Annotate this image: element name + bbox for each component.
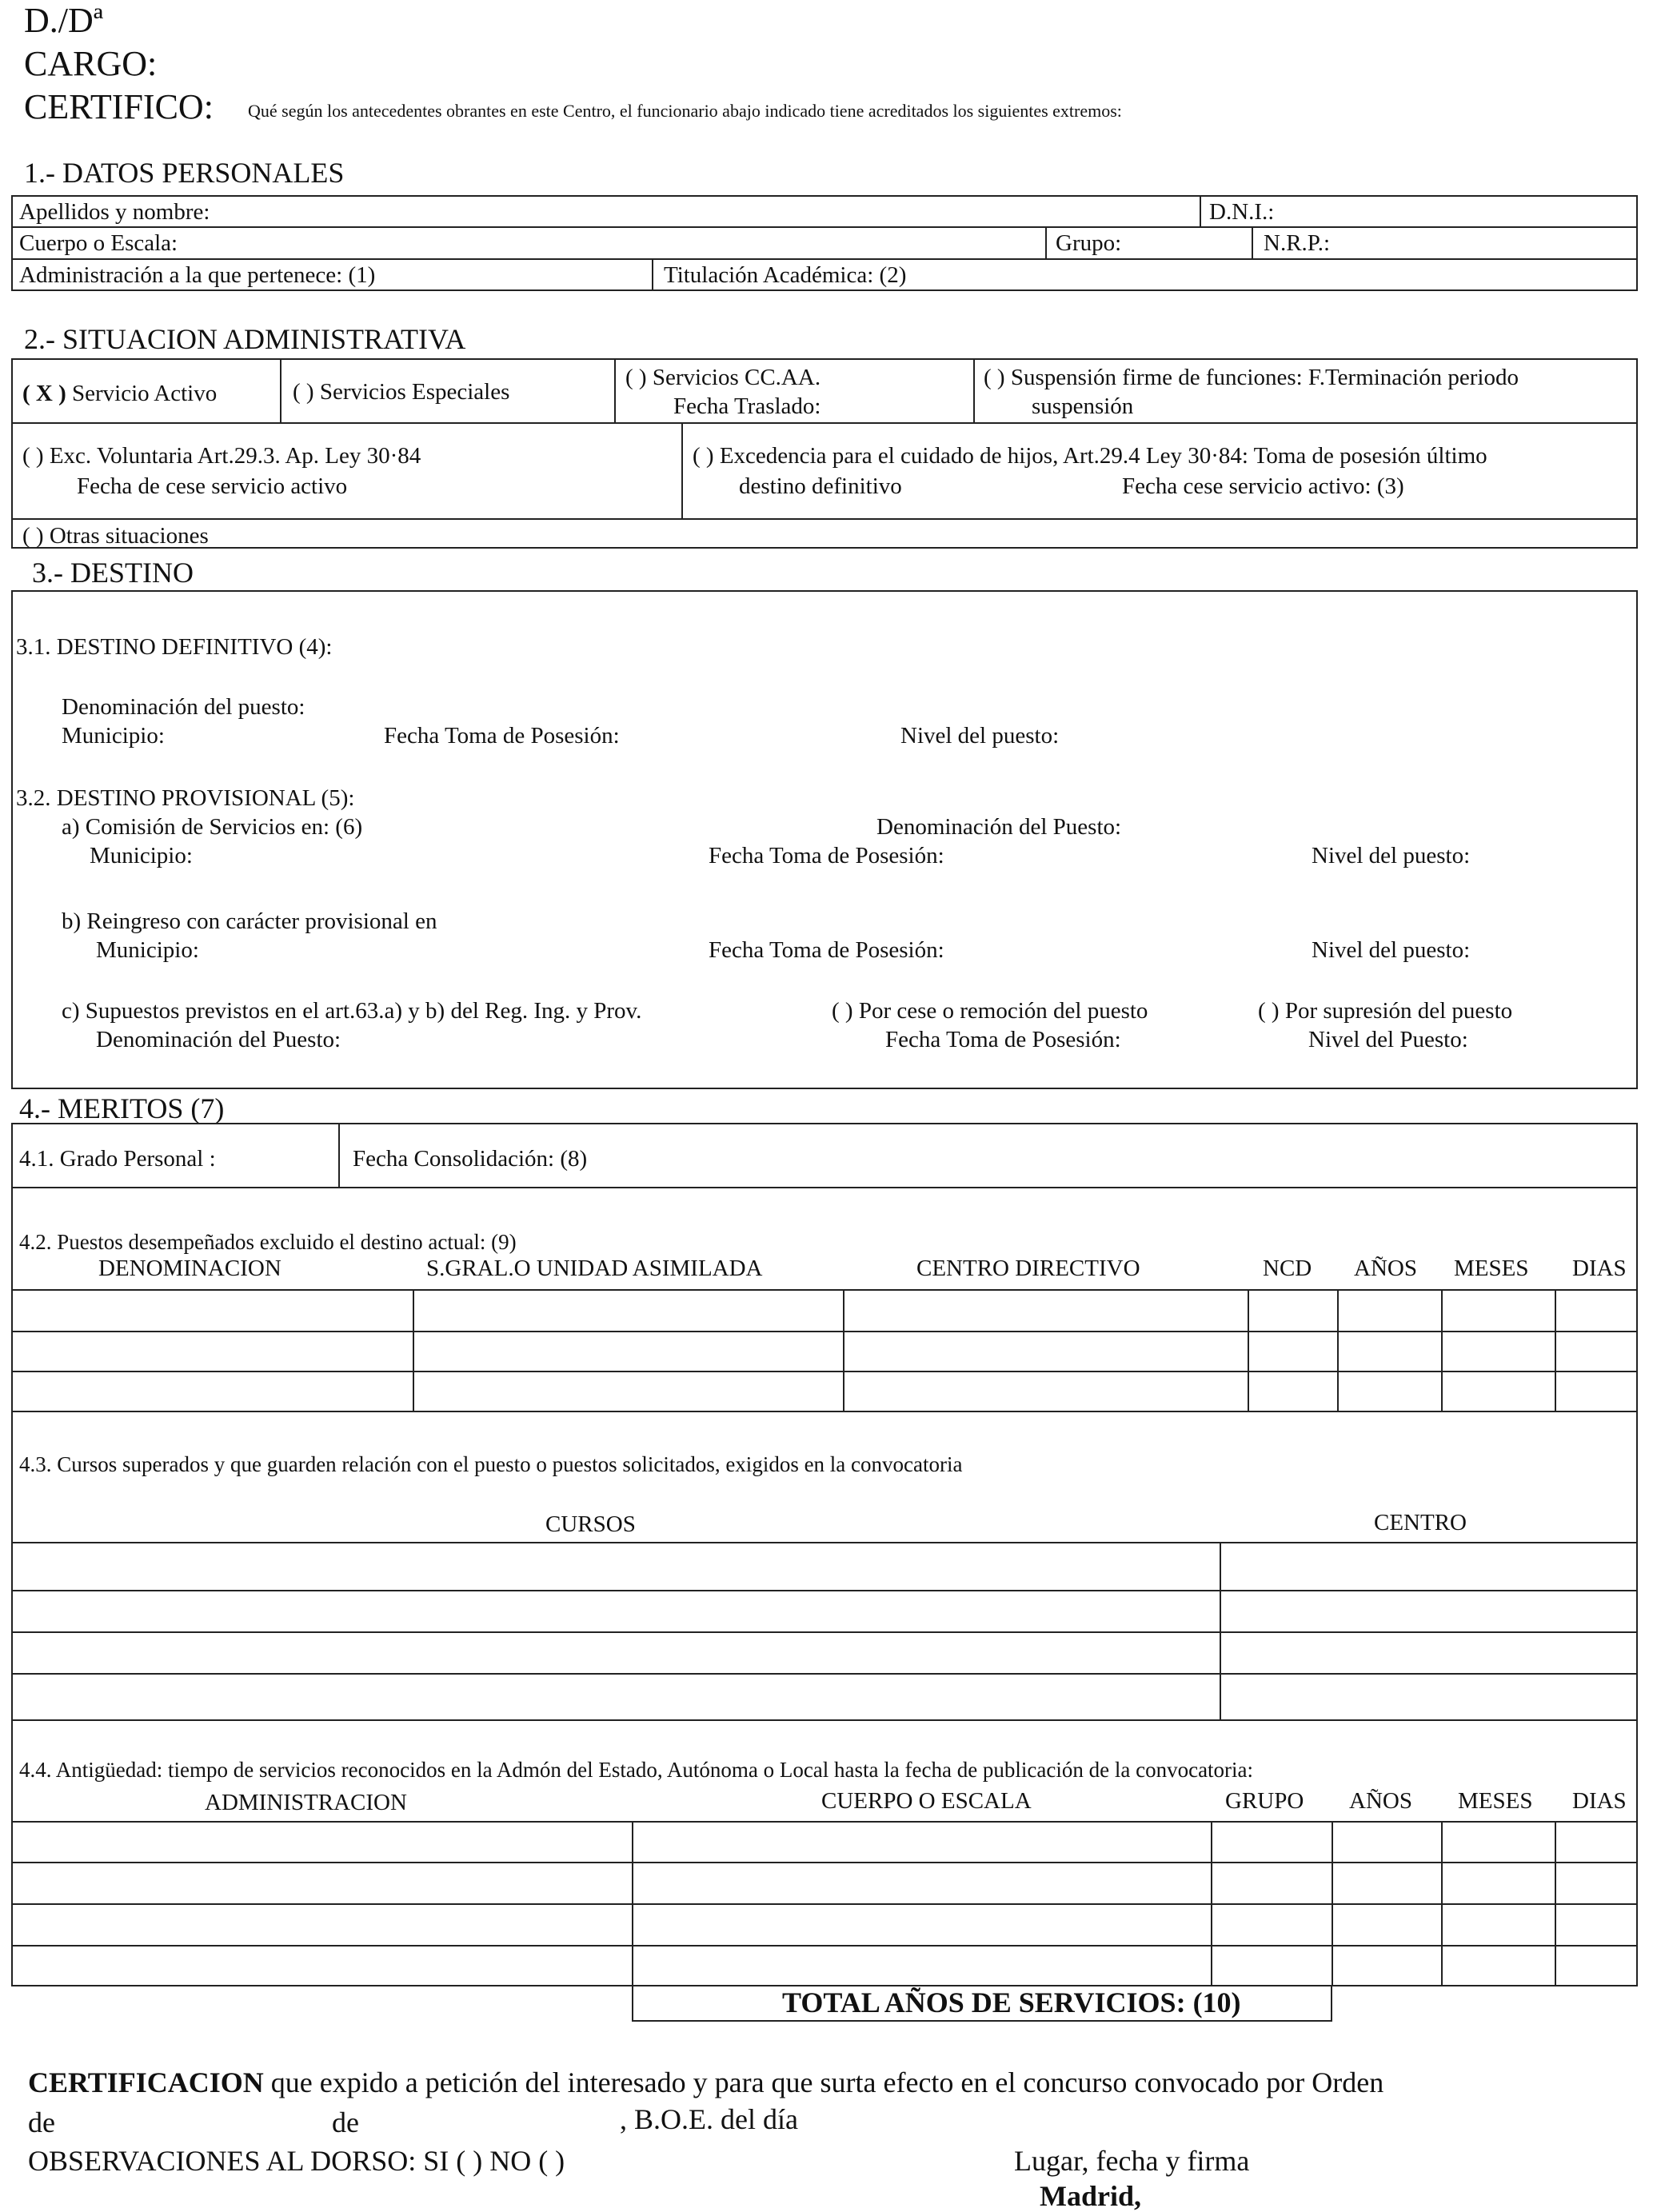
destino-definitivo-label: destino definitivo	[739, 473, 902, 499]
titulacion-field[interactable]: Titulación Académica: (2)	[664, 262, 907, 288]
section-3-title: 3.- DESTINO	[32, 557, 194, 589]
grupo-field[interactable]: Grupo:	[1056, 230, 1122, 256]
observaciones-field[interactable]: OBSERVACIONES AL DORSO: SI ( ) NO ( )	[28, 2145, 565, 2177]
puestos-title: 4.2. Puestos desempeñados excluido el destino actual: (9)	[19, 1230, 517, 1254]
certifico-text: Qué según los antecedentes obrantes en este Centro, el funcionario abajo indicado tiene acreditados los siguientes extremos:	[248, 101, 1122, 121]
servicios-especiales-option[interactable]: ( ) Servicios Especiales	[293, 379, 510, 405]
certificacion-text	[28, 2068, 1383, 2097]
dni-field[interactable]: D.N.I.:	[1209, 199, 1275, 225]
a-nivel-field[interactable]: Nivel del puesto:	[1312, 843, 1471, 868]
b-nivel-field[interactable]: Nivel del puesto:	[1312, 937, 1471, 963]
destino-provisional-title: 3.2. DESTINO PROVISIONAL (5):	[16, 785, 355, 811]
puestos-header-denominacion: DENOMINACION	[98, 1256, 281, 1281]
antig-header-grupo: GRUPO	[1225, 1788, 1304, 1814]
servicios-ccaa-option[interactable]: ( ) Servicios CC.AA.	[625, 365, 821, 390]
antiguedad-title: 4.4. Antigüedad: tiempo de servicios reconocidos en la Admón del Estado, Autónoma o Local hasta la fecha de publicación de la convocatoria:	[19, 1758, 1254, 1782]
b-municipio-field[interactable]: Municipio:	[96, 937, 199, 963]
puestos-header-unidad: S.GRAL.O UNIDAD ASIMILADA	[426, 1256, 763, 1281]
cursos-header-cursos: CURSOS	[545, 1511, 636, 1537]
de-label-1: de	[28, 2106, 55, 2138]
a-municipio-field[interactable]: Municipio:	[90, 843, 193, 868]
de-label-2: de	[332, 2106, 359, 2138]
a-fecha-field[interactable]: Fecha Toma de Posesión:	[709, 843, 944, 868]
section-1-title: 1.- DATOS PERSONALES	[24, 157, 345, 189]
puestos-header-anos: AÑOS	[1354, 1256, 1417, 1281]
def-nivel-field[interactable]: Nivel del puesto:	[900, 723, 1060, 749]
dd-label: D./Dª	[24, 1, 103, 40]
lugar-fecha-firma: Lugar, fecha y firma	[1014, 2145, 1250, 2177]
certificacion-bold: CERTIFICACION	[28, 2066, 264, 2098]
cargo-label: CARGO:	[24, 44, 158, 83]
fecha-traslado-label: Fecha Traslado:	[673, 393, 821, 419]
boe-label: , B.O.E. del día	[620, 2103, 798, 2135]
def-municipio-field[interactable]: Municipio:	[62, 723, 165, 749]
fecha-cese-activo-label: Fecha cese servicio activo: (3)	[1122, 473, 1404, 499]
c-denominacion-field[interactable]: Denominación del Puesto:	[96, 1027, 341, 1052]
nrp-field[interactable]: N.R.P.:	[1264, 230, 1331, 256]
supuestos-label: c) Supuestos previstos en el art.63.a) y b) del Reg. Ing. y Prov.	[62, 998, 642, 1024]
total-servicios-label: TOTAL AÑOS DE SERVICIOS: (10)	[782, 1986, 1241, 2018]
por-supresion-option[interactable]: ( ) Por supresión del puesto	[1258, 998, 1513, 1024]
destino-definitivo-title: 3.1. DESTINO DEFINITIVO (4):	[16, 634, 333, 660]
apellidos-field[interactable]: Apellidos y nombre:	[19, 199, 210, 225]
administracion-field[interactable]: Administración a la que pertenece: (1)	[19, 262, 376, 288]
antig-header-cuerpo: CUERPO O ESCALA	[821, 1788, 1032, 1814]
reingreso-label: b) Reingreso con carácter provisional en	[62, 908, 437, 934]
servicio-activo-label: Servicio Activo	[72, 381, 218, 406]
otras-situaciones-option[interactable]: ( ) Otras situaciones	[22, 523, 209, 549]
fecha-consolidacion-field[interactable]: Fecha Consolidación: (8)	[353, 1146, 588, 1172]
grado-personal-field[interactable]: 4.1. Grado Personal :	[19, 1146, 216, 1172]
comision-servicios-label: a) Comisión de Servicios en: (6)	[62, 814, 363, 840]
section-2-title: 2.- SITUACION ADMINISTRATIVA	[24, 323, 466, 355]
excedencia-hijos-option[interactable]: ( ) Excedencia para el cuidado de hijos, Art.29.4 Ley 30·84: Toma de posesión último	[693, 443, 1487, 469]
certificacion-rest: que expido a petición del interesado y para que surta efecto en el concurso convocado por Orden	[270, 2066, 1384, 2098]
puestos-header-centro: CENTRO DIRECTIVO	[916, 1256, 1140, 1281]
antig-header-meses: MESES	[1458, 1788, 1533, 1814]
puestos-header-dias: DIAS	[1572, 1256, 1627, 1281]
a-denominacion-field[interactable]: Denominación del Puesto:	[876, 814, 1122, 840]
suspension-option[interactable]: ( ) Suspensión firme de funciones: F.Terminación periodo	[984, 365, 1519, 390]
madrid-label: Madrid,	[1040, 2180, 1142, 2212]
cursos-header-centro: CENTRO	[1374, 1510, 1467, 1535]
puestos-header-ncd: NCD	[1263, 1256, 1312, 1281]
antig-header-dias: DIAS	[1572, 1788, 1627, 1814]
fecha-cese-label: Fecha de cese servicio activo	[77, 473, 348, 499]
puestos-header-meses: MESES	[1454, 1256, 1529, 1281]
excedencia-voluntaria-option[interactable]: ( ) Exc. Voluntaria Art.29.3. Ap. Ley 30·84	[22, 443, 421, 469]
certifico-label: CERTIFICO:	[24, 87, 214, 126]
c-nivel-field[interactable]: Nivel del Puesto:	[1308, 1027, 1468, 1052]
cuerpo-field[interactable]: Cuerpo o Escala:	[19, 230, 178, 256]
antig-header-administracion: ADMINISTRACION	[205, 1790, 407, 1815]
cursos-title: 4.3. Cursos superados y que guarden relación con el puesto o puestos solicitados, exigidos en la convocatoria	[19, 1452, 963, 1476]
b-fecha-field[interactable]: Fecha Toma de Posesión:	[709, 937, 944, 963]
suspension-label-2: suspensión	[1032, 393, 1134, 419]
def-fecha-field[interactable]: Fecha Toma de Posesión:	[384, 723, 620, 749]
servicio-activo-option[interactable]	[22, 382, 217, 405]
antig-header-anos: AÑOS	[1349, 1788, 1412, 1814]
def-denominacion-field[interactable]: Denominación del puesto:	[62, 694, 305, 720]
c-fecha-field[interactable]: Fecha Toma de Posesión:	[885, 1027, 1121, 1052]
section-4-title: 4.- MERITOS (7)	[19, 1092, 225, 1124]
servicio-activo-mark: ( X )	[22, 381, 66, 406]
por-cese-option[interactable]: ( ) Por cese o remoción del puesto	[832, 998, 1148, 1024]
